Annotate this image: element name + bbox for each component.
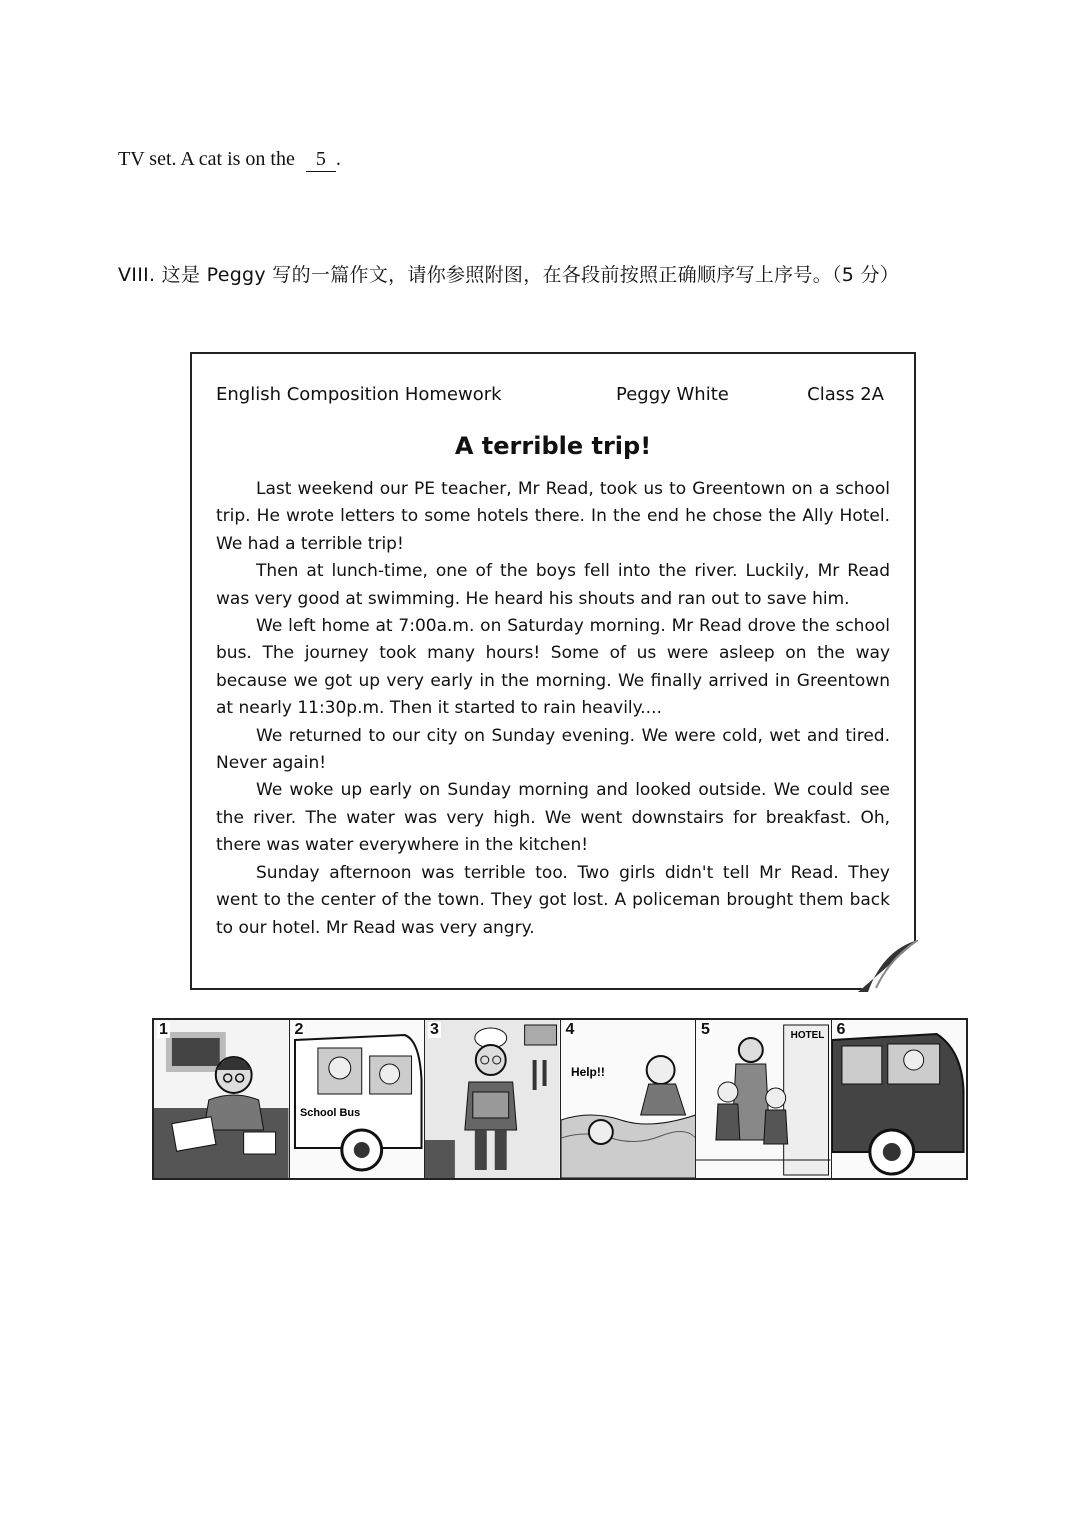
- paragraph: We returned to our city on Sunday evening. We were cold, wet and tired. Never again!: [216, 725, 890, 774]
- picture-panel: [154, 1020, 290, 1178]
- question-tail: [118, 148, 341, 172]
- composition-header: [216, 384, 884, 410]
- picture-panel: [561, 1020, 697, 1178]
- paragraph: We left home at 7:00a.m. on Saturday morning. Mr Read drove the school bus. The journey took many hours! Some of us were asleep on the way because we got up very early in the morning. We finally arrived in Greentown at nearly 11:30p.m. Then it started to rain heavily....: [216, 616, 890, 719]
- river-rescue-icon: [561, 1020, 696, 1178]
- panel-number: 5: [701, 1021, 710, 1038]
- question-tail-period: .: [335, 148, 341, 170]
- composition-body: [216, 476, 890, 942]
- paragraph: Then at lunch-time, one of the boys fell into the river. Luckily, Mr Read was very good at swimming. He heard his shouts and ran out to save him.: [216, 561, 890, 609]
- page-curl-icon: [828, 940, 918, 992]
- picture-strip: [152, 1018, 968, 1180]
- panel-number: 2: [294, 1021, 304, 1038]
- bus-label: School Bus: [299, 1106, 360, 1120]
- composition-title: A terrible trip!: [454, 432, 652, 460]
- panel-number: 6: [836, 1021, 846, 1038]
- student-name: Peggy White: [616, 384, 729, 405]
- class-label: Class 2A: [807, 384, 884, 405]
- paragraph: Sunday afternoon was terrible too. Two girls didn't tell Mr Read. They went to the center of the town. They got lost. A policeman brought them back to our hotel. Mr Read was very angry.: [216, 862, 890, 938]
- picture-panel: [832, 1020, 967, 1178]
- policeman-girls-icon: [696, 1020, 831, 1178]
- picture-panel: [696, 1020, 832, 1178]
- picture-panel: [290, 1020, 426, 1178]
- school-bus-icon: [290, 1020, 425, 1178]
- composition-card: [190, 352, 916, 990]
- cook-kitchen-icon: [425, 1020, 560, 1178]
- panel-number: 4: [565, 1021, 575, 1038]
- picture-panel: [425, 1020, 561, 1178]
- question-tail-text: TV set. A cat is on the: [118, 148, 295, 170]
- paragraph: Last weekend our PE teacher, Mr Read, took us to Greentown on a school trip. He wrote letters to some hotels there. In the end he chose the Ally Hotel. We had a terrible trip!: [216, 479, 890, 554]
- hotel-sign: HOTEL: [790, 1029, 825, 1042]
- panel-number: 3: [430, 1021, 439, 1038]
- course-label: English Composition Homework: [216, 384, 502, 405]
- help-label: Help!!: [570, 1064, 605, 1080]
- answer-blank: 5: [306, 148, 336, 172]
- panel-number: 1: [159, 1021, 168, 1038]
- teacher-writing-icon: [154, 1020, 289, 1178]
- bus-returning-icon: [832, 1020, 967, 1178]
- section-instruction: VIII. 这是 Peggy 写的一篇作文，请你参照附图，在各段前按照正确顺序写上序号。（5 分）: [118, 264, 900, 286]
- paragraph: We woke up early on Sunday morning and looked outside. We could see the river. The water was very high. We went downstairs for breakfast. Oh, there was water everywhere in the kitchen!: [216, 780, 890, 856]
